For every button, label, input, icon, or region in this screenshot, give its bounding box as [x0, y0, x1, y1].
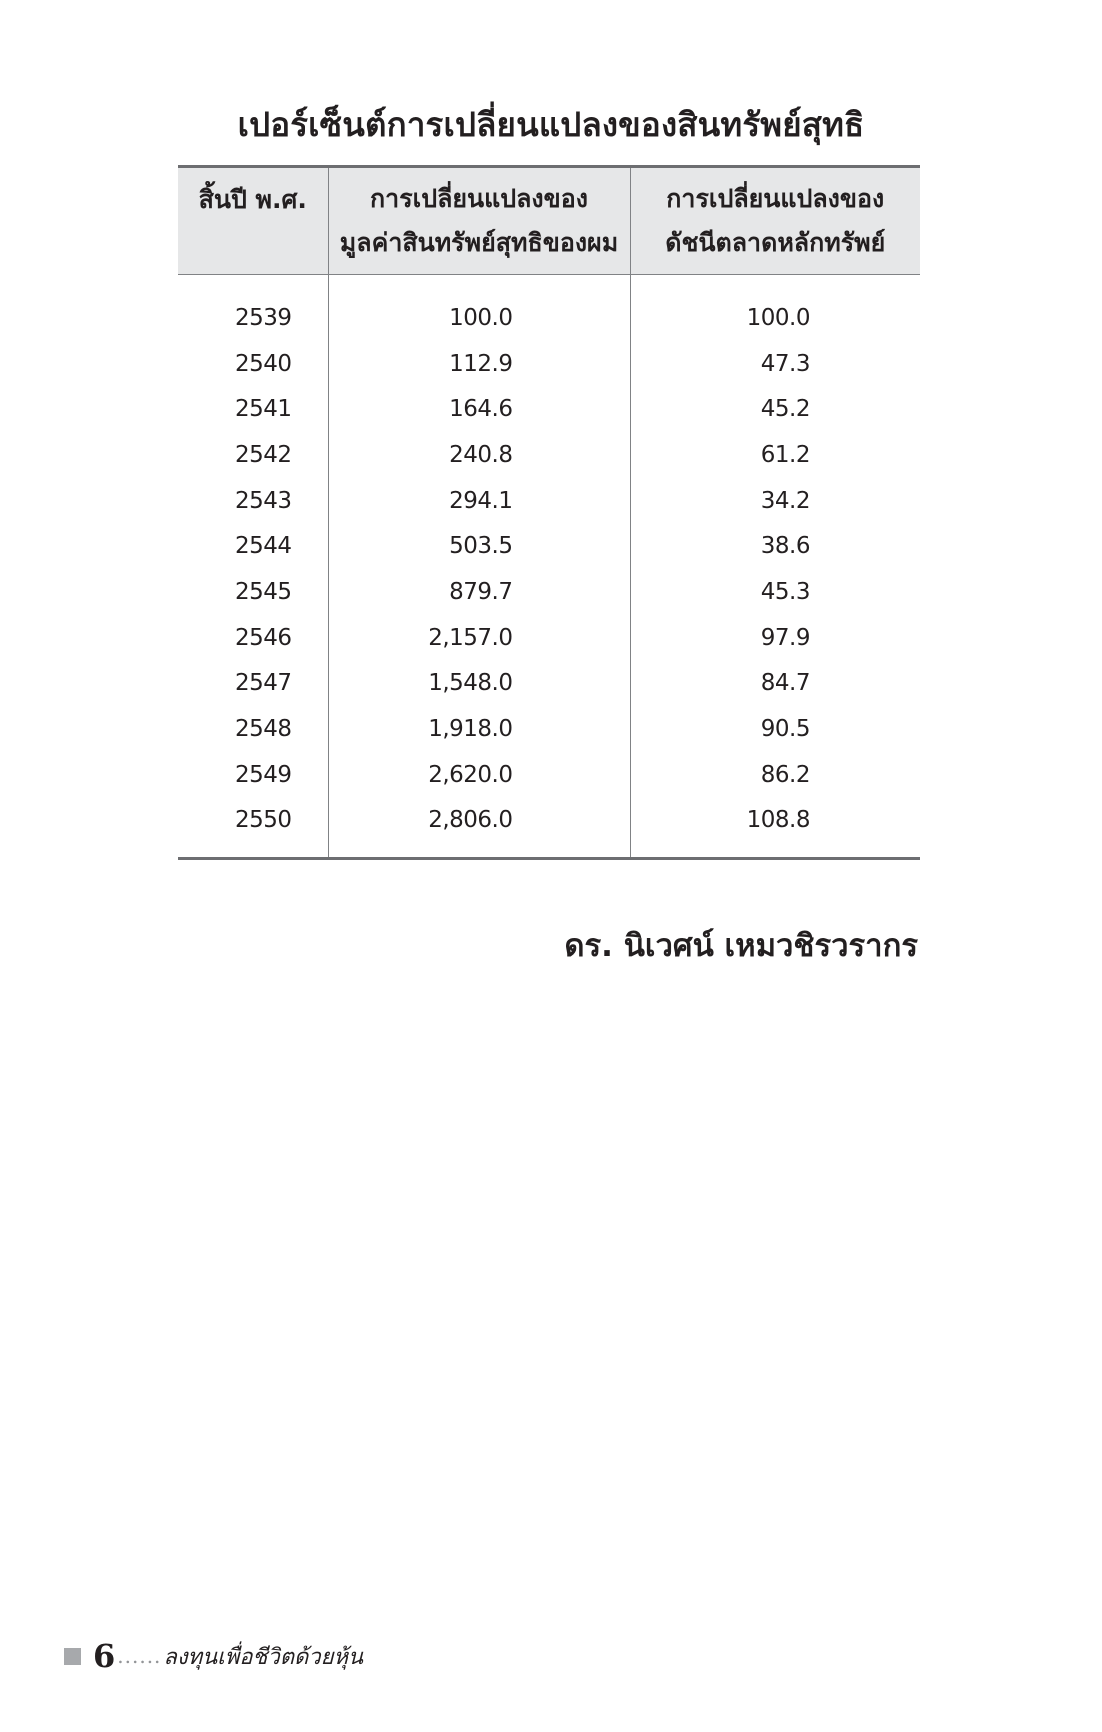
table-row	[178, 706, 920, 752]
cell-year: 2544	[234, 533, 292, 560]
cell-year: 2545	[234, 578, 292, 605]
cell-index-change: 100.0	[630, 275, 920, 341]
cell-index-change: 86.2	[630, 752, 920, 798]
cell-asset-change: 2,806.0	[328, 798, 630, 859]
page-footer	[64, 1636, 363, 1676]
table-header	[178, 167, 920, 275]
table-body	[178, 275, 920, 859]
cell-asset-change: 879.7	[328, 569, 630, 615]
cell-index-change: 38.6	[630, 523, 920, 569]
cell-index-change: 45.2	[630, 386, 920, 432]
header-asset-change	[328, 167, 630, 275]
cell-index-change: 97.9	[630, 615, 920, 661]
table-row	[178, 615, 920, 661]
table-row	[178, 275, 920, 341]
cell-index-change: 34.2	[630, 478, 920, 524]
header-index-change	[630, 167, 920, 275]
cell-index-change: 61.2	[630, 432, 920, 478]
cell-year: 2542	[234, 441, 292, 468]
header-asset-line2: มูลค่าสินทรัพย์สุทธิของผม	[339, 228, 619, 257]
cell-asset-change: 164.6	[328, 386, 630, 432]
table-row	[178, 752, 920, 798]
cell-year: 2550	[234, 807, 292, 834]
header-asset-line1: การเปลี่ยนแปลงของ	[370, 184, 588, 213]
table-row	[178, 478, 920, 524]
cell-year: 2543	[234, 487, 292, 514]
cell-asset-change: 503.5	[328, 523, 630, 569]
header-year-label: สิ้นปี พ.ศ.	[198, 185, 307, 214]
cell-asset-change: 1,918.0	[328, 706, 630, 752]
cell-year: 2539	[234, 304, 292, 331]
author-name: ดร. นิเวศน์ เหมวชิรวรากร	[564, 928, 918, 964]
page-number: 6	[93, 1637, 116, 1675]
cell-asset-change: 112.9	[328, 341, 630, 387]
footer-dots: ......	[117, 1644, 162, 1668]
cell-year: 2540	[234, 350, 292, 377]
cell-year: 2541	[234, 396, 292, 423]
cell-asset-change: 100.0	[328, 275, 630, 341]
table-row	[178, 386, 920, 432]
cell-asset-change: 1,548.0	[328, 661, 630, 707]
table-row	[178, 798, 920, 859]
cell-year: 2548	[234, 716, 292, 743]
cell-asset-change: 240.8	[328, 432, 630, 478]
cell-asset-change: 2,620.0	[328, 752, 630, 798]
cell-index-change: 47.3	[630, 341, 920, 387]
page-title: เปอร์เซ็นต์การเปลี่ยนแปลงของสินทรัพย์สุทธิ	[237, 105, 865, 144]
cell-year: 2547	[234, 670, 292, 697]
cell-asset-change: 2,157.0	[328, 615, 630, 661]
cell-index-change: 90.5	[630, 706, 920, 752]
header-index-line2: ดัชนีตลาดหลักทรัพย์	[665, 228, 886, 257]
table-row	[178, 523, 920, 569]
table-row	[178, 569, 920, 615]
cell-index-change: 45.3	[630, 569, 920, 615]
cell-year: 2546	[234, 624, 292, 651]
table-row	[178, 661, 920, 707]
cell-index-change: 84.7	[630, 661, 920, 707]
header-year	[178, 167, 328, 275]
table-header-row	[178, 167, 920, 275]
header-index-line1: การเปลี่ยนแปลงของ	[666, 184, 885, 213]
cell-index-change: 108.8	[630, 798, 920, 859]
cell-asset-change: 294.1	[328, 478, 630, 524]
footer-square-icon	[64, 1648, 81, 1665]
book-title: ลงทุนเพื่อชีวิตด้วยหุ้น	[163, 1644, 364, 1670]
cell-year: 2549	[234, 761, 292, 788]
table-row	[178, 432, 920, 478]
net-asset-change-table	[178, 165, 920, 860]
table-row	[178, 341, 920, 387]
